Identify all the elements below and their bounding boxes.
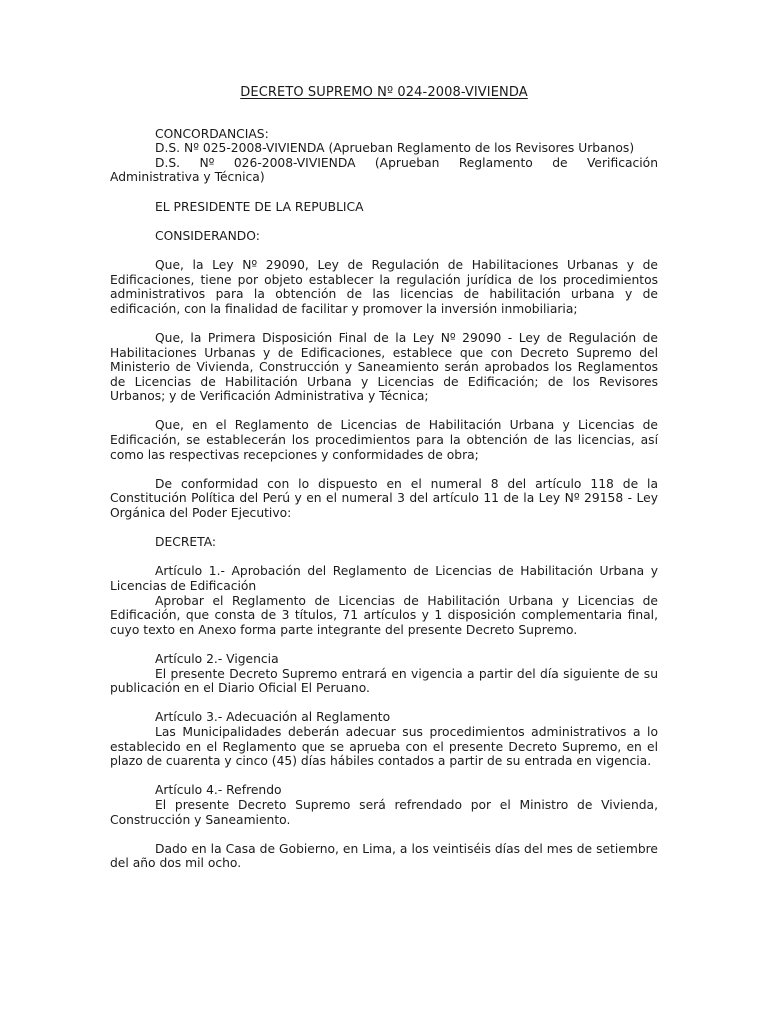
articulo-heading: Artículo 4.- Refrendo: [155, 783, 282, 798]
presidente-line: EL PRESIDENTE DE LA REPUBLICA: [155, 199, 364, 214]
considerando-heading: CONSIDERANDO:: [155, 228, 260, 243]
articulo-1: [110, 564, 658, 637]
articulo-body: El presente Decreto Supremo será refrendado por el Ministro de Vivienda, Construcción y Saneamiento.: [110, 797, 658, 827]
considerando-paragraph: Que, la Ley Nº 29090, Ley de Regulación de Habilitaciones Urbanas y de Edificaciones, tiene por objeto establecer la regulación jurídica de los procedimientos administrativos para la obtención de las licencias de habilitación urbana y de edificación, con la finalidad de facilitar y promover la inversión inmobiliaria;: [110, 257, 658, 316]
articulo-heading: Artículo 1.- Aprobación del Reglamento de Licencias de Habilitación Urbana y Licencias de Edificación: [110, 564, 658, 593]
articulo-4: [110, 783, 658, 827]
articulo-body: El presente Decreto Supremo entrará en vigencia a partir del día siguiente de su publicación en el Diario Oficial El Peruano.: [110, 666, 658, 696]
articulo-body: Las Municipalidades deberán adecuar sus procedimientos administrativos a lo establecido en el Reglamento que se aprueba con el presente Decreto Supremo, en el plazo de cuarenta y cinco (45) días hábiles contados a partir de su entrada en vigencia.: [110, 724, 658, 769]
concordancias-section: [110, 127, 658, 185]
articulo-2: [110, 652, 658, 696]
articulo-3: [110, 710, 658, 768]
considerando-paragraph: De conformidad con lo dispuesto en el numeral 8 del artículo 118 de la Constitución Política del Perú y en el numeral 3 del artículo 11 de la Ley Nº 29158 - Ley Orgánica del Poder Ejecutivo:: [110, 476, 658, 521]
articulo-heading: Artículo 2.- Vigencia: [155, 651, 279, 666]
considerando-paragraph: Que, la Primera Disposición Final de la Ley Nº 29090 - Ley de Regulación de Habilitaciones Urbanas y de Edificaciones, establece que con Decreto Supremo del Ministerio de Vivienda, Construcción y Saneamiento serán aprobados los Reglamentos de Licencias de Habilitación Urbana y Licencias de Edificación; de los Revisores Urbanos; y de Verificación Administrativa y Técnica;: [110, 330, 658, 404]
considerando-paragraph: Que, en el Reglamento de Licencias de Habilitación Urbana y Licencias de Edificación, se establecerán los procedimientos para la obtención de las licencias, así como las respectivas recepciones y conformidades de obra;: [110, 418, 658, 462]
concordancias-label: CONCORDANCIAS:: [155, 126, 269, 141]
decreta-heading: DECRETA:: [155, 535, 217, 550]
concordancia-item: D.S. Nº 026-2008-VIVIENDA (Aprueban Reglamento de Verificación Administrativa y Técnica): [110, 155, 658, 185]
concordancia-item: D.S. Nº 025-2008-VIVIENDA (Aprueban Reglamento de los Revisores Urbanos): [155, 141, 635, 156]
articulo-heading: Artículo 3.- Adecuación al Reglamento: [155, 710, 391, 725]
document-body: [110, 86, 658, 871]
document-title: DECRETO SUPREMO Nº 024-2008-VIVIENDA: [240, 85, 528, 100]
articulo-body: Aprobar el Reglamento de Licencias de Habilitación Urbana y Licencias de Edificación, que consta de 3 títulos, 71 artículos y 1 disposición complementaria final, cuyo texto en Anexo forma parte integrante del presente Decreto Supremo.: [110, 593, 658, 637]
closing-paragraph: Dado en la Casa de Gobierno, en Lima, a los veintiséis días del mes de setiembre del año dos mil ocho.: [110, 841, 658, 871]
